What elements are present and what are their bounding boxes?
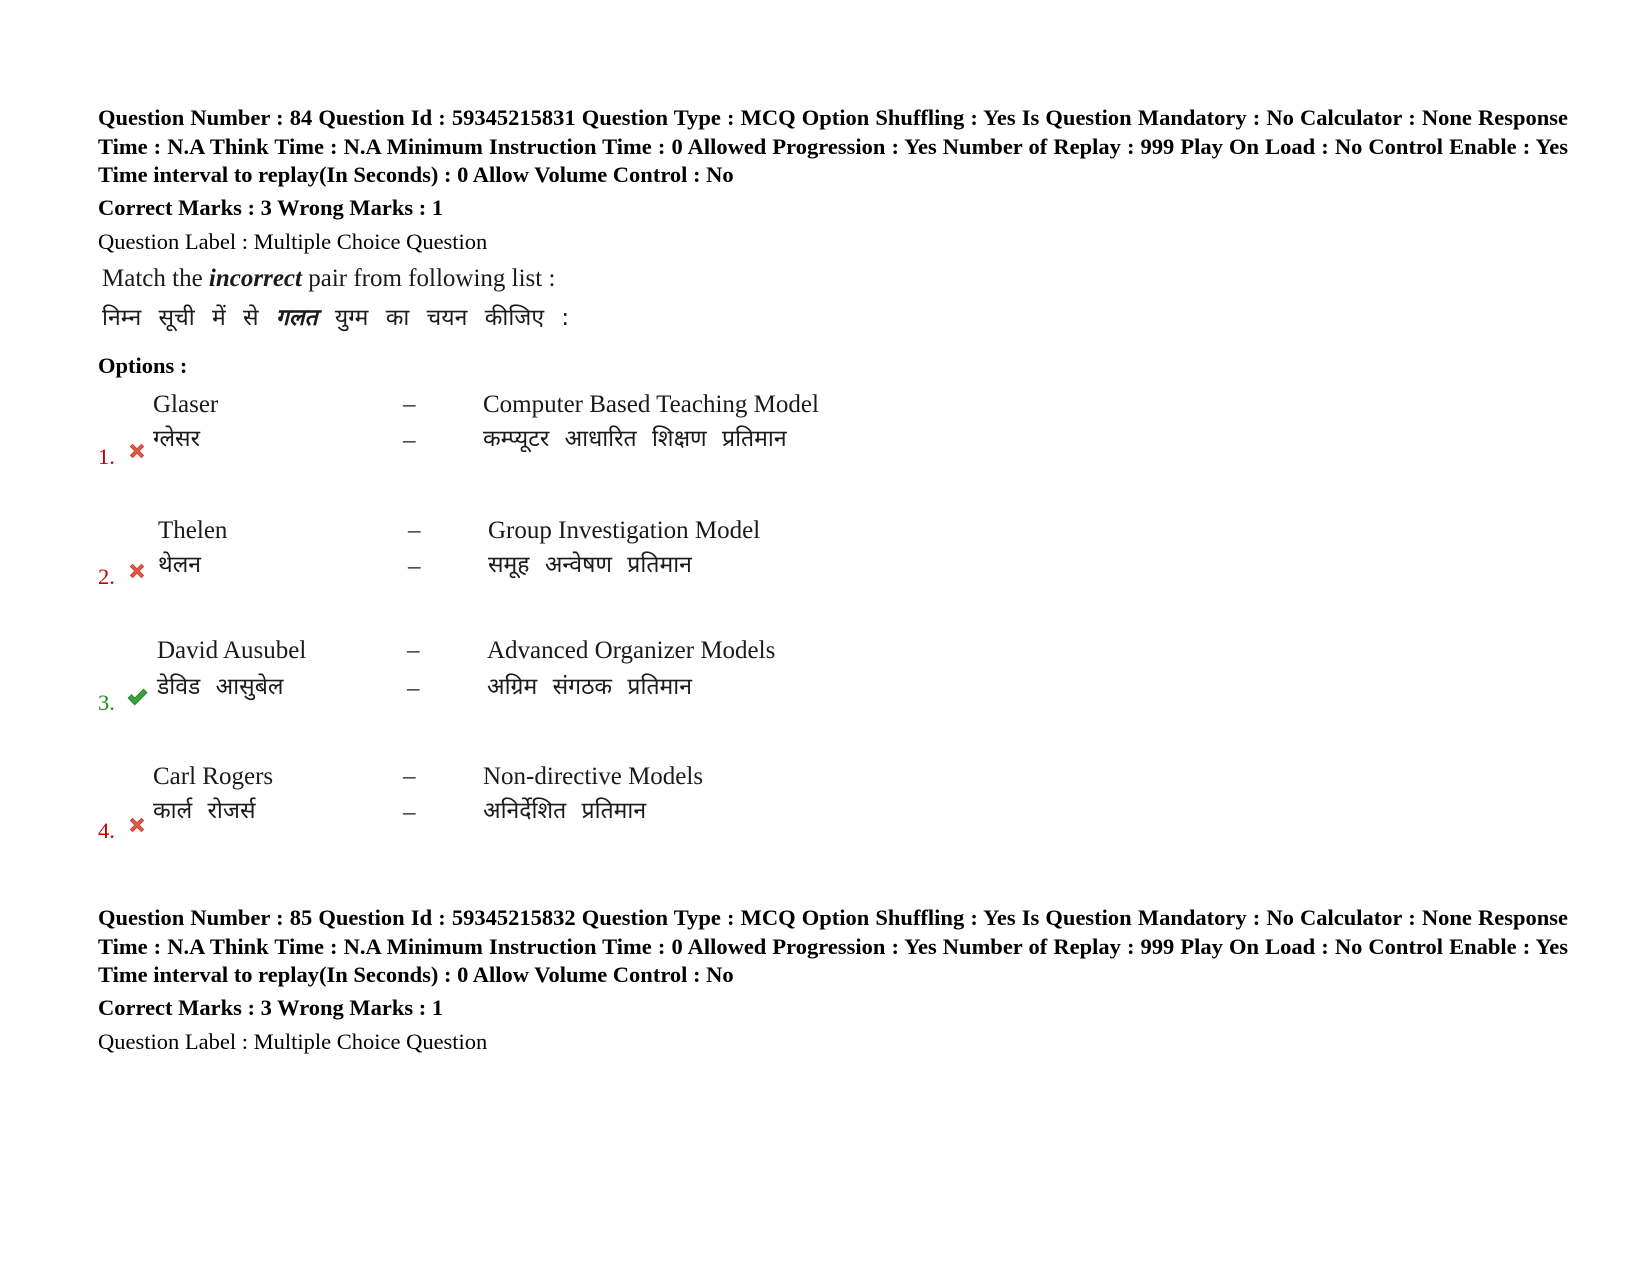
option-dash: – xyxy=(403,798,416,826)
check-mark-icon xyxy=(126,686,148,708)
cross-mark-icon xyxy=(126,560,148,582)
option-hi-left: डेविड आसुबेल xyxy=(157,673,284,700)
option-number: 4. xyxy=(98,817,115,843)
option-dash: – xyxy=(403,390,416,418)
stem-emphasis: incorrect xyxy=(208,264,302,292)
cross-mark-icon xyxy=(126,814,148,836)
option-en-left: Thelen xyxy=(158,516,228,544)
option-number: 3. xyxy=(98,689,115,715)
option-en-right: Computer Based Teaching Model xyxy=(483,390,819,418)
option-hi-left: कार्ल रोजर्स xyxy=(153,797,256,824)
option-en-right: Advanced Organizer Models xyxy=(487,636,776,664)
stem-emphasis-hindi: गलत xyxy=(275,304,318,331)
option-en-left: David Ausubel xyxy=(157,636,307,664)
option-3[interactable] xyxy=(98,632,998,722)
question-label: Question Label : Multiple Choice Question xyxy=(98,228,488,254)
option-hi-right: अनिर्देशित प्रतिमान xyxy=(483,797,647,824)
option-number: 2. xyxy=(98,563,115,589)
question-85 xyxy=(98,904,1568,1056)
option-dash: – xyxy=(403,426,416,454)
option-hi-right: अग्रिम संगठक प्रतिमान xyxy=(487,673,693,700)
options-list xyxy=(98,380,1568,870)
option-2[interactable] xyxy=(98,512,998,602)
question-marks: Correct Marks : 3 Wrong Marks : 1 xyxy=(98,994,444,1020)
option-dash: – xyxy=(403,762,416,790)
option-en-left: Carl Rogers xyxy=(153,762,274,790)
option-hi-right: समूह अन्वेषण प्रतिमान xyxy=(488,551,692,578)
option-dash: – xyxy=(408,516,421,544)
question-84 xyxy=(98,104,1568,870)
option-hi-left: थेलन xyxy=(158,551,202,578)
question-meta: Question Number : 84 Question Id : 59345215831 Question Type : MCQ Option Shuffling : Yes Is Question Mandatory : No Calculator : None Response Time : N.A Think Time : N.A Minimum Instruction Time : 0 Allowed Progression : Yes Number of Replay : 999 Play On Load : No Control Enable : Yes Time interval to replay(In Seconds) : 0 Allow Volume Control : No xyxy=(98,105,1568,187)
question-meta: Question Number : 85 Question Id : 59345215832 Question Type : MCQ Option Shuffling : Yes Is Question Mandatory : No Calculator : None Response Time : N.A Think Time : N.A Minimum Instruction Time : 0 Allowed Progression : Yes Number of Replay : 999 Play On Load : No Control Enable : Yes Time interval to replay(In Seconds) : 0 Allow Volume Control : No xyxy=(98,905,1568,987)
option-dash: – xyxy=(407,674,420,702)
option-dash: – xyxy=(408,552,421,580)
question-label: Question Label : Multiple Choice Question xyxy=(98,1028,488,1054)
option-4[interactable] xyxy=(98,762,998,852)
option-en-right: Non-directive Models xyxy=(483,762,704,790)
option-hi-left: ग्लेसर xyxy=(153,425,201,452)
option-en-left: Glaser xyxy=(153,390,219,418)
option-dash: – xyxy=(407,636,420,664)
cross-mark-icon xyxy=(126,440,148,462)
option-number: 1. xyxy=(98,443,115,469)
question-stem-english: Match the incorrect pair from following list : xyxy=(102,264,556,292)
question-marks: Correct Marks : 3 Wrong Marks : 1 xyxy=(98,194,444,220)
option-en-right: Group Investigation Model xyxy=(488,516,761,544)
option-hi-right: कम्प्यूटर आधारित शिक्षण प्रतिमान xyxy=(483,425,787,452)
question-stem-hindi: निम्न सूची में से गलत युग्म का चयन कीजिए : xyxy=(102,304,570,331)
option-1[interactable] xyxy=(98,386,998,476)
options-label: Options : xyxy=(98,352,188,378)
